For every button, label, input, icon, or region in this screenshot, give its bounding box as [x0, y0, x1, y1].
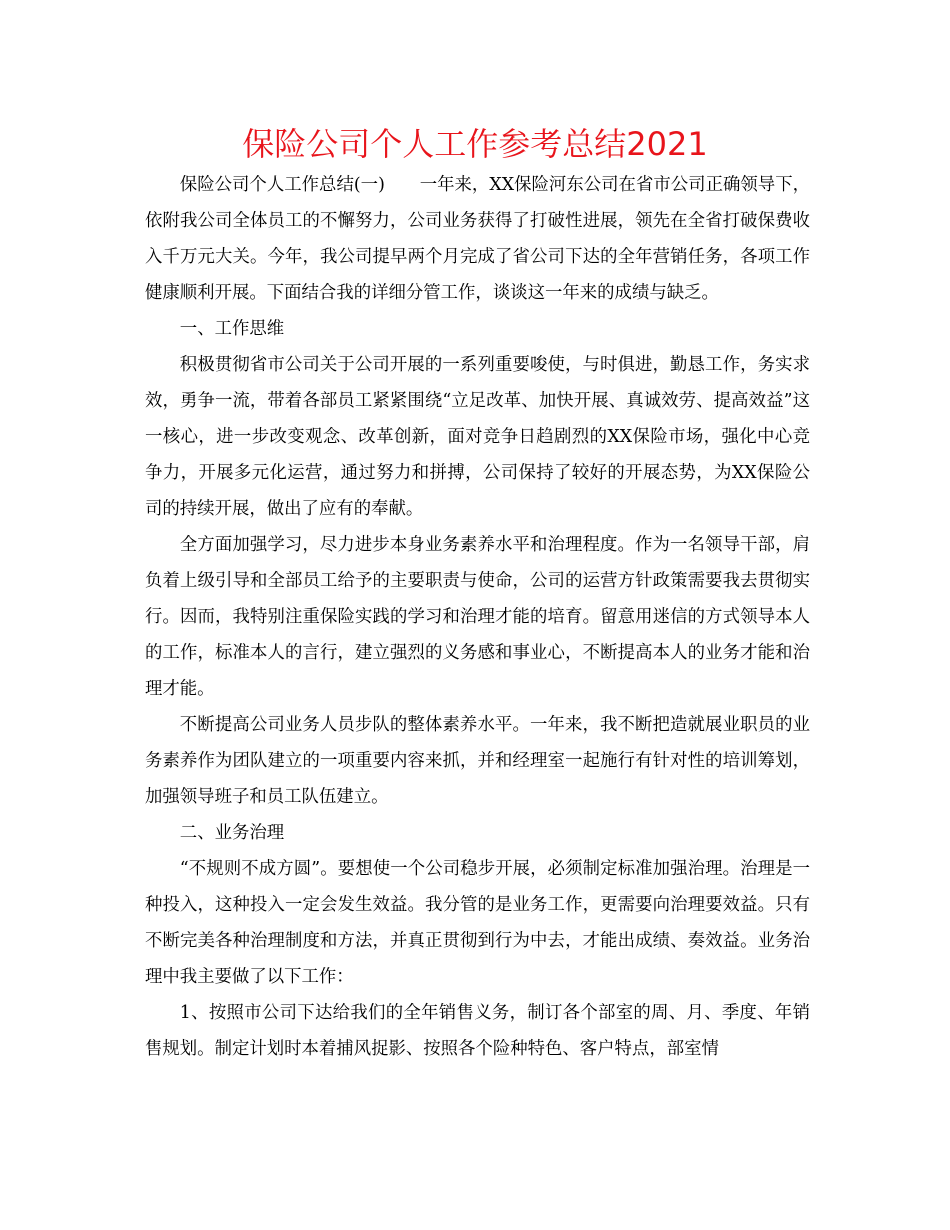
document-body: [145, 167, 810, 1067]
section-heading-business-management: 二、业务治理: [179, 823, 285, 843]
paragraph-intro: [145, 167, 810, 311]
intro-lead: 保险公司个人工作总结(一): [179, 175, 385, 195]
section-heading-work-thinking: 一、工作思维: [179, 319, 285, 339]
paragraph-learning: 全方面加强学习，尽力进步本身业务素养水平和治理程度。作为一名领导干部，肩负着上级引导和全部员工给予的主要职责与使命，公司的运营方针政策需要我去贯彻实行。因而，我特别注重保险实践的学习和治理才能的培育。留意用迷信的方式领导本人的工作，标准本人的言行，建立强烈的义务感和事业心，不断提高本人的业务才能和治理才能。: [145, 535, 810, 699]
intro-text: 一年来，XX保险河东公司在省市公司正确领导下，依附我公司全体员工的不懈努力，公司业务获得了打破性进展，领先在全省打破保费收入千万元大关。今年，我公司提早两个月完成了省公司下达的全年营销任务，各项工作健康顺利开展。下面结合我的详细分管工作，谈谈这一年来的成绩与缺乏。: [145, 175, 811, 303]
paragraph-item-1: 1、按照市公司下达给我们的全年销售义务，制订各个部室的周、月、季度、年销售规划。制定计划时本着捕风捉影、按照各个险种特色、客户特点，部室情: [145, 1003, 810, 1059]
paragraph-work-thinking: 积极贯彻省市公司关于公司开展的一系列重要唆使，与时俱进，勤恳工作，务实求效，勇争一流，带着各部员工紧紧围绕“立足改革、加快开展、真诚效劳、提高效益”这一核心，进一步改变观念、改革创新，面对竞争日趋剧烈的XX保险市场，强化中心竞争力，开展多元化运营，通过努力和拼搏，公司保持了较好的开展态势，为XX保险公司的持续开展，做出了应有的奉献。: [145, 355, 810, 519]
paragraph-management: “不规则不成方圆”。要想使一个公司稳步开展，必须制定标准加强治理。治理是一种投入，这种投入一定会发生效益。我分管的是业务工作，更需要向治理要效益。只有不断完美各种治理制度和方法，并真正贯彻到行为中去，才能出成绩、奏效益。业务治理中我主要做了以下工作：: [145, 859, 810, 987]
paragraph-team-quality: 不断提高公司业务人员步队的整体素养水平。一年来，我不断把造就展业职员的业务素养作为团队建立的一项重要内容来抓，并和经理室一起施行有针对性的培训筹划，加强领导班子和员工队伍建立。: [145, 715, 810, 807]
document-title: 保险公司个人工作参考总结2021: [242, 125, 708, 163]
